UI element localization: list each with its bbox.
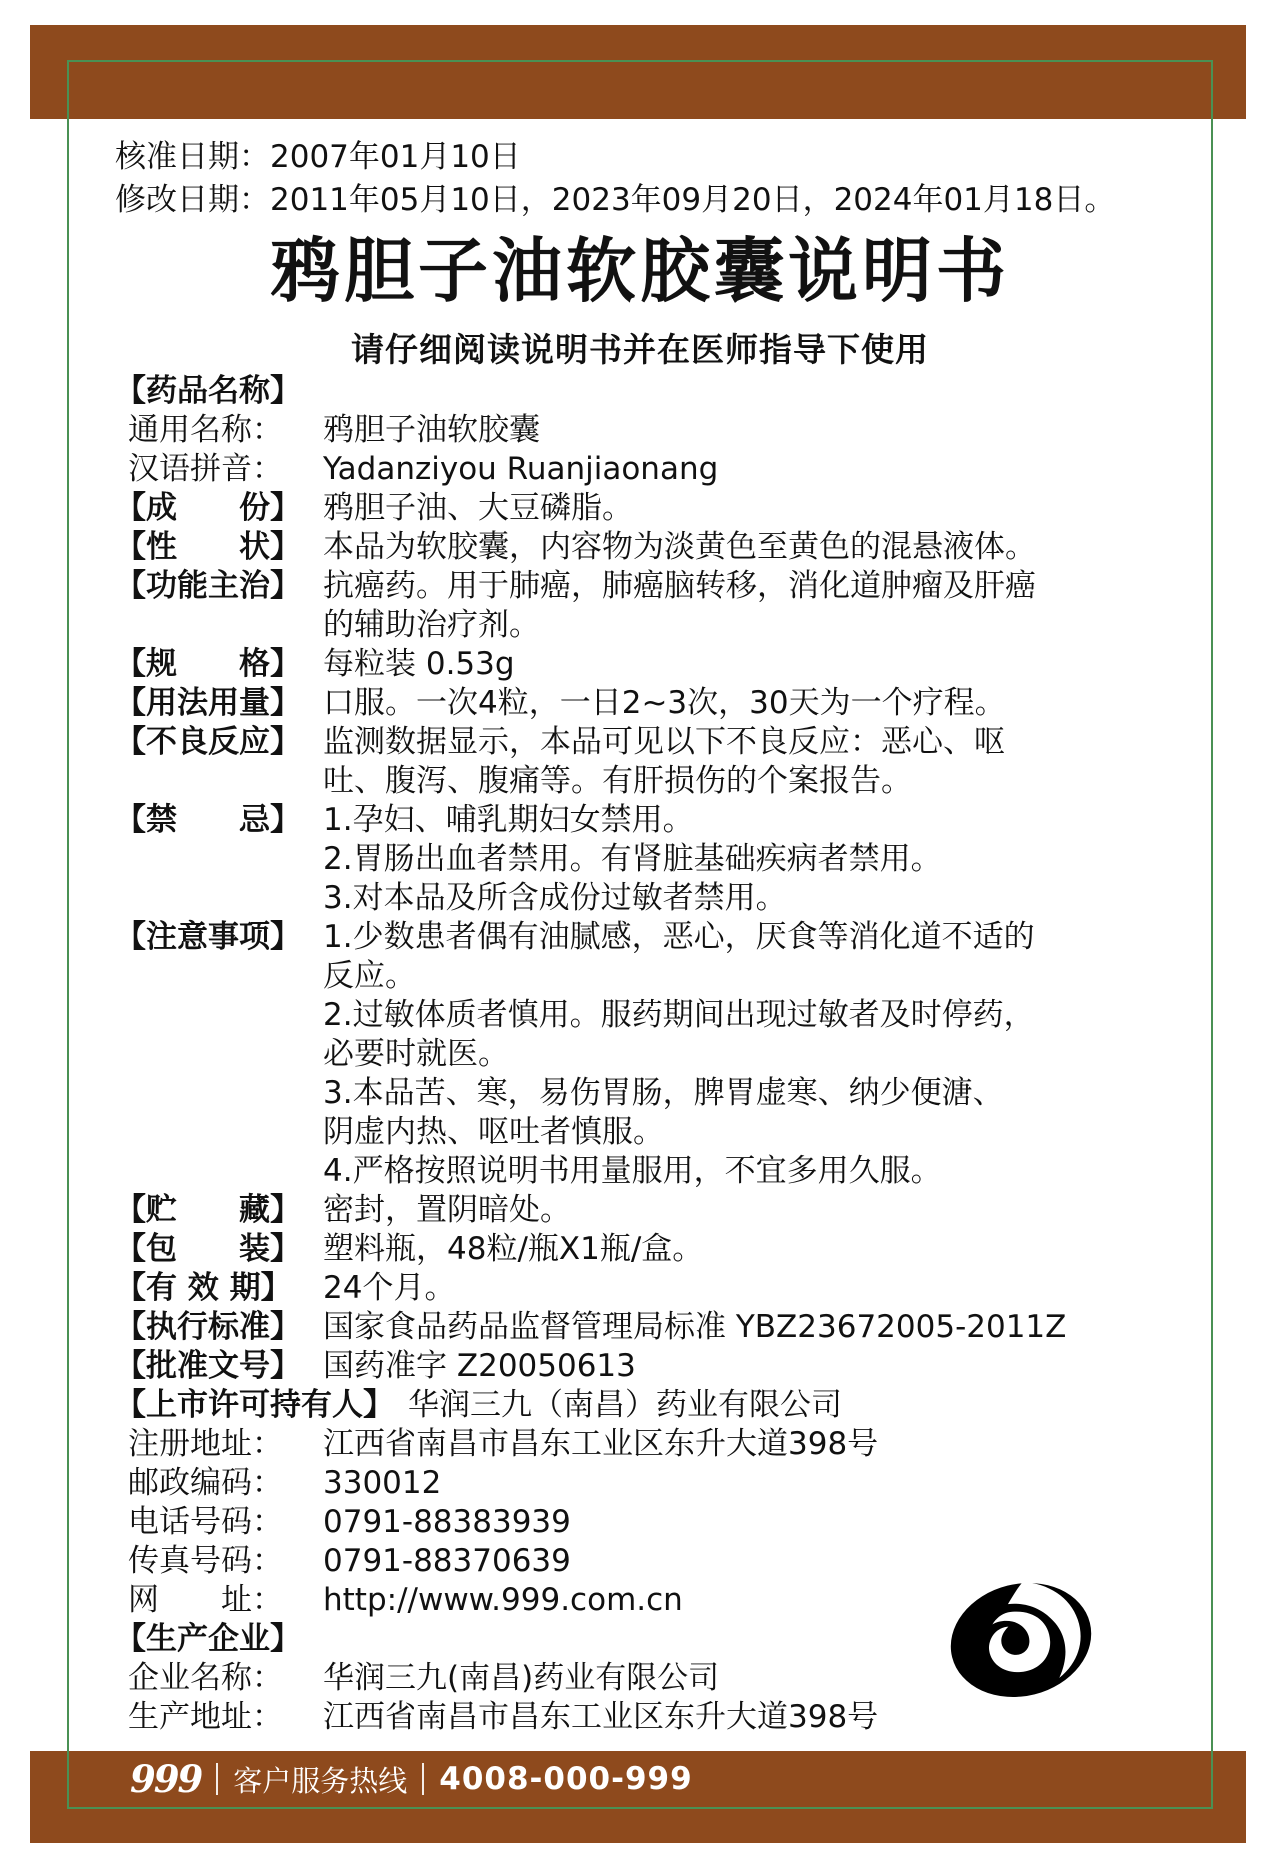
section-label: 【生产企业】: [115, 1621, 301, 1657]
hotline-number: 4008-000-999: [439, 1761, 693, 1797]
section-row: [115, 1269, 1215, 1308]
section-label: 【用法用量】: [115, 685, 301, 721]
section-label: 【药品名称】: [115, 373, 301, 409]
section-content: [323, 450, 1215, 489]
section-row: [115, 450, 1215, 489]
text-line: 华润三九(南昌)药业有限公司: [323, 1660, 720, 1696]
text-line: 江西省南昌市昌东工业区东升大道398号: [323, 1426, 879, 1462]
section-label: 邮政编码：: [128, 1465, 283, 1501]
section-content: [323, 684, 1215, 723]
section-label: 【注意事项】: [115, 919, 301, 955]
text-line: 口服。一次4粒，一日2~3次，30天为一个疗程。: [323, 685, 1006, 721]
section-content: [323, 1464, 1215, 1503]
revision-date-value: 2011年05月10日，2023年09月20日，2024年01月18日。: [270, 182, 1116, 218]
section-label: 【上市许可持有人】: [115, 1387, 394, 1423]
text-line: 2.胃肠出血者禁用。有肾脏基础疾病者禁用。: [323, 841, 942, 877]
section-row: [115, 1386, 1215, 1425]
section-label: 【有 效 期】: [115, 1270, 292, 1306]
section-label: 【性 状】: [115, 529, 301, 565]
sections: [115, 372, 1215, 1737]
section-label: 电话号码：: [128, 1504, 283, 1540]
section-content: [323, 411, 1215, 450]
text-line: 国家食品药品监督管理局标准 YBZ23672005-2011Z: [323, 1309, 1067, 1345]
section-label: 传真号码：: [128, 1543, 283, 1579]
section-row: [115, 372, 1215, 411]
section-content: [323, 1269, 1215, 1308]
approval-date-line: [115, 136, 1115, 179]
date-block: [115, 136, 1115, 222]
text-line: 华润三九（南昌）药业有限公司: [408, 1387, 842, 1423]
section-content: [323, 1308, 1215, 1347]
section-label: 通用名称：: [128, 412, 283, 448]
text-line: 阴虚内热、呕吐者慎服。: [323, 1114, 664, 1150]
text-line: 国药准字 Z20050613: [323, 1348, 636, 1384]
text-line: 鸦胆子油、大豆磷脂。: [323, 490, 633, 526]
footer-divider: [422, 1763, 424, 1795]
text-line: 3.本品苦、寒，易伤胃肠，脾胃虚寒、纳少便溏、: [323, 1075, 1004, 1111]
section-label: 【成 份】: [115, 490, 301, 526]
section-content: [323, 567, 1215, 645]
section-label: 注册地址：: [128, 1426, 283, 1462]
page-title: 鸦胆子油软胶囊说明书: [270, 230, 1010, 312]
section-row: [115, 1503, 1215, 1542]
section-content: [323, 918, 1215, 1191]
text-line: 密封，置阴暗处。: [323, 1192, 571, 1228]
text-line: 0791-88370639: [323, 1543, 571, 1579]
section-label: 网 址：: [128, 1582, 283, 1618]
section-label: 【不良反应】: [115, 724, 301, 760]
brand-999-logo: 999: [130, 1756, 202, 1801]
text-line: 塑料瓶，48粒/瓶X1瓶/盒。: [323, 1231, 704, 1267]
section-label: 【贮 藏】: [115, 1192, 301, 1228]
text-line: 江西省南昌市昌东工业区东升大道398号: [323, 1699, 879, 1735]
text-line: 1.少数患者偶有油腻感，恶心，厌食等消化道不适的: [323, 919, 1035, 955]
section-content: [408, 1386, 1215, 1425]
approval-date-value: 2007年01月10日: [270, 139, 521, 175]
footer-divider: [216, 1763, 218, 1795]
section-content: [323, 1230, 1215, 1269]
text-line: 监测数据显示，本品可见以下不良反应：恶心、呕: [323, 724, 1005, 760]
top-brown-bar: [30, 25, 1246, 119]
section-row: [115, 1425, 1215, 1464]
text-line: 鸦胆子油软胶囊: [323, 412, 540, 448]
section-row: [115, 723, 1215, 801]
section-row: [115, 1464, 1215, 1503]
text-line: 抗癌药。用于肺癌，肺癌脑转移，消化道肿瘤及肝癌: [323, 568, 1036, 604]
china-resources-swirl-icon: [945, 1574, 1097, 1708]
text-line: http://www.999.com.cn: [323, 1582, 683, 1618]
section-label: 【规 格】: [115, 646, 301, 682]
revision-date-line: [115, 179, 1115, 222]
section-label: 生产地址：: [128, 1699, 283, 1735]
section-content: [323, 801, 1215, 918]
text-line: 的辅助治疗剂。: [323, 607, 540, 643]
footer-hotline-bar-content: [130, 1756, 693, 1802]
section-row: [115, 411, 1215, 450]
section-row: [115, 489, 1215, 528]
text-line: Yadanziyou Ruanjiaonang: [323, 451, 719, 487]
text-line: 330012: [323, 1465, 442, 1501]
section-label: 【禁 忌】: [115, 802, 301, 838]
text-line: 必要时就医。: [323, 1036, 509, 1072]
section-row: [115, 1308, 1215, 1347]
section-content: [323, 645, 1215, 684]
section-row: [115, 1347, 1215, 1386]
section-row: [115, 528, 1215, 567]
section-label: 企业名称：: [128, 1660, 283, 1696]
customer-service-label: 客户服务热线: [233, 1763, 408, 1798]
page-subtitle: 请仔细阅读说明书并在医师指导下使用: [351, 330, 929, 369]
section-row: [115, 1191, 1215, 1230]
text-line: 3.对本品及所含成份过敏者禁用。: [323, 880, 787, 916]
text-line: 2.过敏体质者慎用。服药期间出现过敏者及时停药，: [323, 997, 1035, 1033]
section-row: [115, 684, 1215, 723]
section-label: 【批准文号】: [115, 1348, 301, 1384]
section-content: [323, 528, 1215, 567]
text-line: 1.孕妇、哺乳期妇女禁用。: [323, 802, 694, 838]
section-row: [115, 801, 1215, 918]
revision-date-label: 修改日期：: [115, 182, 270, 218]
section-label: 【执行标准】: [115, 1309, 301, 1345]
text-line: 4.严格按照说明书用量服用，不宜多用久服。: [323, 1153, 942, 1189]
section-content: [323, 1191, 1215, 1230]
text-line: 吐、腹泻、腹痛等。有肝损伤的个案报告。: [323, 763, 912, 799]
section-content: [323, 1347, 1215, 1386]
section-row: [115, 1230, 1215, 1269]
section-label: 汉语拼音：: [128, 451, 283, 487]
section-row: [115, 645, 1215, 684]
text-line: 24个月。: [323, 1270, 456, 1306]
approval-date-label: 核准日期：: [115, 139, 270, 175]
section-content: [323, 723, 1215, 801]
text-line: 0791-88383939: [323, 1504, 571, 1540]
section-row: [115, 918, 1215, 1191]
section-content: [323, 1425, 1215, 1464]
text-line: 反应。: [323, 958, 416, 994]
section-row: [115, 567, 1215, 645]
section-label: 【包 装】: [115, 1231, 301, 1267]
section-content: [323, 1503, 1215, 1542]
section-label: 【功能主治】: [115, 568, 301, 604]
section-content: [323, 489, 1215, 528]
text-line: 本品为软胶囊，内容物为淡黄色至黄色的混悬液体。: [323, 529, 1036, 565]
text-line: 每粒装 0.53g: [323, 646, 515, 682]
